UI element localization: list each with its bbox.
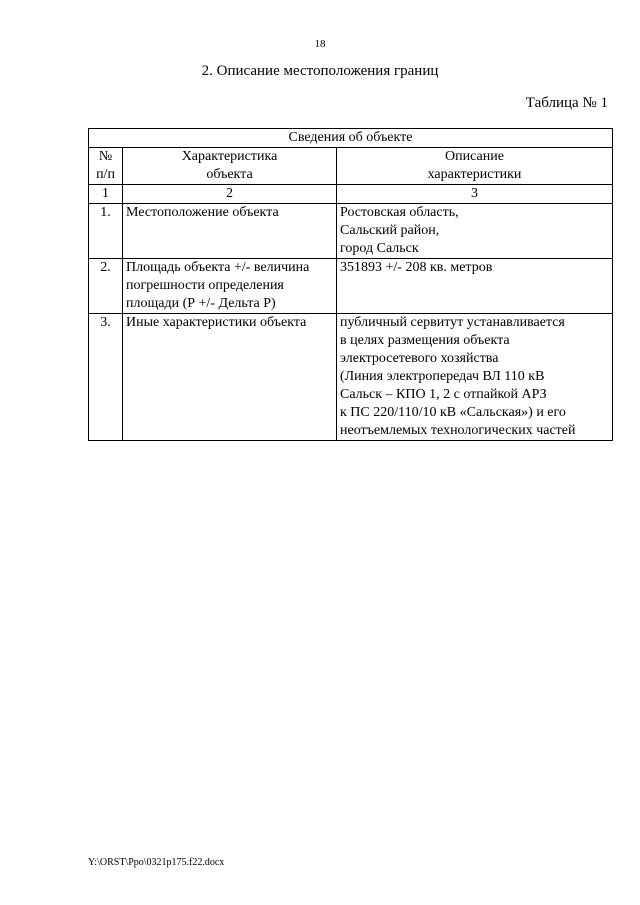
page-number: 18 <box>314 38 326 50</box>
row-number: 1. <box>89 204 123 259</box>
row-characteristic: Местоположение объекта <box>123 204 337 259</box>
table-row <box>89 259 613 314</box>
row-description: Ростовская область, Сальский район, город Сальск <box>337 204 613 259</box>
row-description: публичный сервитут устанавливается в целях размещения объекта электросетевого хозяйства (Линия электропередач ВЛ 110 кВ Сальск – КПО 1, 2 с отпайкой АРЗ к ПС 220/110/10 кВ «Сальская») и его неотъемлемых технологических частей <box>337 314 613 441</box>
table-header-row <box>89 148 613 185</box>
object-info-table <box>88 128 613 441</box>
section-title: 2. Описание местоположения границ <box>201 63 439 79</box>
column-number: 1 <box>89 185 123 204</box>
footer-file-path: Y:\ORST\Ppo\0321p175.f22.docx <box>88 857 225 868</box>
table-title-row <box>89 129 613 148</box>
table-title: Сведения об объекте <box>89 129 613 148</box>
row-characteristic: Площадь объекта +/- величина погрешности определения площади (Р +/- Дельта Р) <box>123 259 337 314</box>
table-row <box>89 204 613 259</box>
row-characteristic: Иные характеристики объекта <box>123 314 337 441</box>
column-number: 3 <box>337 185 613 204</box>
row-number: 3. <box>89 314 123 441</box>
row-description: 351893 +/- 208 кв. метров <box>337 259 613 314</box>
header-description: Описание характеристики <box>337 148 613 185</box>
header-number: № п/п <box>89 148 123 185</box>
table-row <box>89 314 613 441</box>
row-number: 2. <box>89 259 123 314</box>
column-number-row <box>89 185 613 204</box>
column-number: 2 <box>123 185 337 204</box>
table-caption: Таблица № 1 <box>525 95 608 111</box>
header-characteristic: Характеристика объекта <box>123 148 337 185</box>
